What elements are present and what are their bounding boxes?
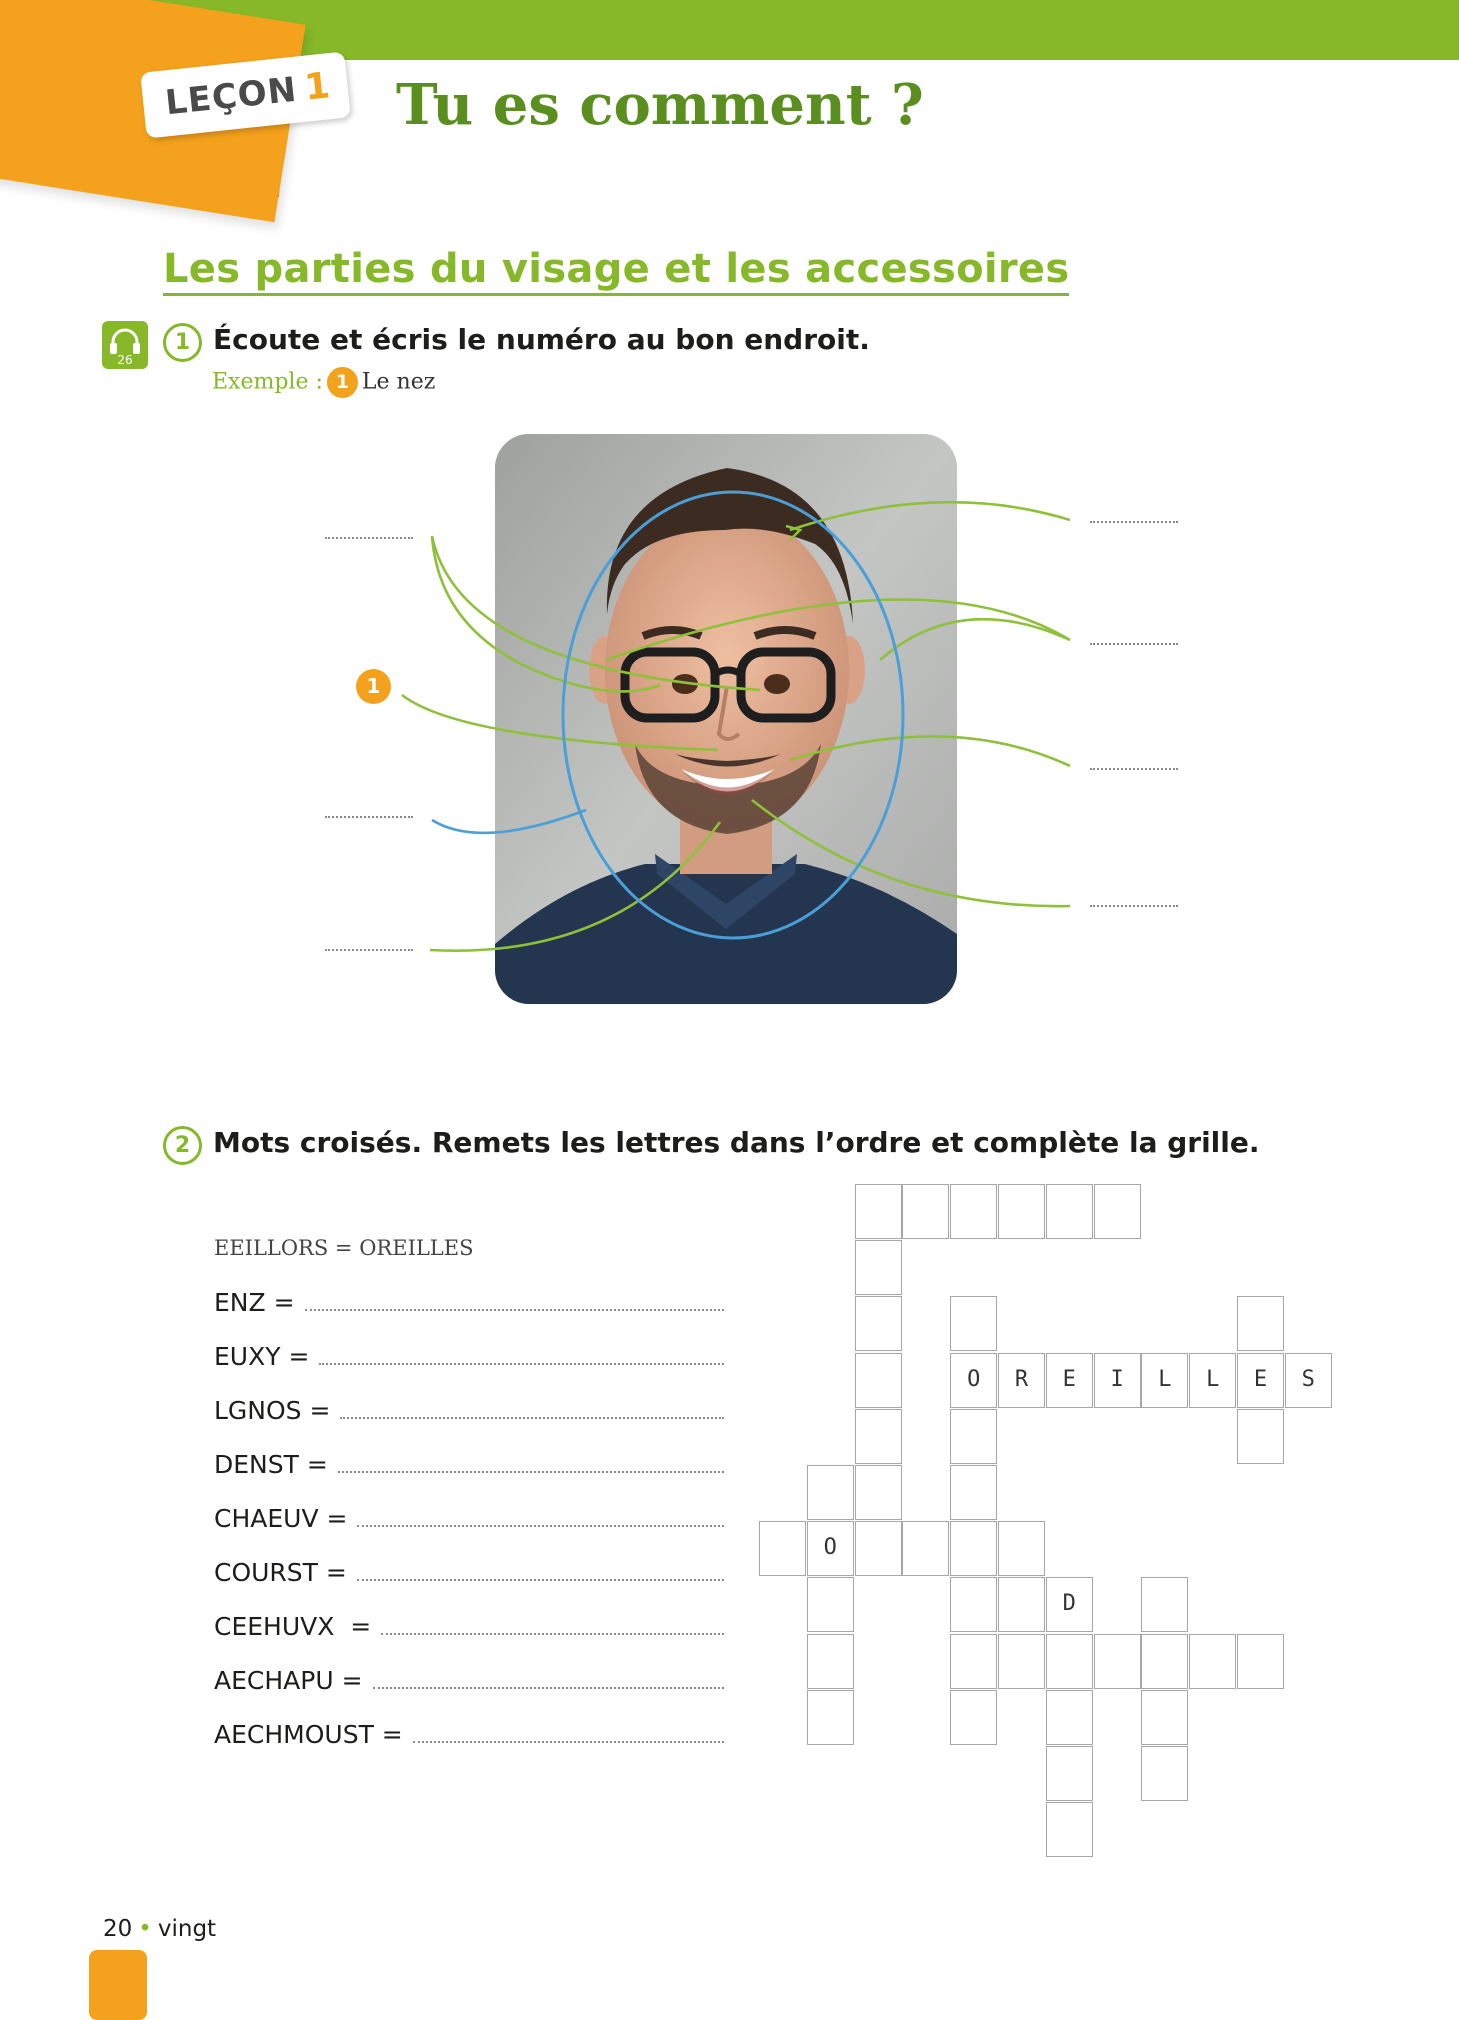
answer-blank-right-4[interactable]	[1090, 904, 1178, 907]
word-row[interactable]: CEEHUVX =	[214, 1612, 724, 1641]
crossword-cell[interactable]	[998, 1184, 1045, 1239]
answer-blank-left-3[interactable]	[325, 948, 413, 951]
crossword-cell[interactable]	[950, 1409, 997, 1464]
crossword-cell[interactable]: L	[1141, 1353, 1188, 1408]
crossword-cell[interactable]	[998, 1634, 1045, 1689]
crossword-cell[interactable]: I	[1094, 1353, 1141, 1408]
crossword-cell[interactable]	[1046, 1746, 1093, 1801]
exercise-1-number: 1	[163, 323, 202, 362]
footer-tab	[89, 1950, 147, 2020]
crossword-cell[interactable]	[950, 1521, 997, 1576]
crossword-cell[interactable]	[1237, 1409, 1284, 1464]
exercise-1-instruction: Écoute et écris le numéro au bon endroit.	[213, 323, 870, 356]
crossword-example: EEILLORS = OREILLES	[214, 1236, 474, 1260]
portrait-photo	[495, 434, 957, 1004]
crossword-cell[interactable]	[807, 1577, 854, 1632]
example-label: Exemple :	[212, 369, 323, 395]
answer-blank-right-3[interactable]	[1090, 767, 1178, 770]
audio-track-badge[interactable]	[102, 321, 148, 369]
page-title: Tu es comment ?	[396, 72, 924, 138]
crossword-cell[interactable]	[1237, 1634, 1284, 1689]
crossword-cell[interactable]	[807, 1690, 854, 1745]
crossword-cell[interactable]	[1046, 1690, 1093, 1745]
crossword-cell[interactable]	[1094, 1184, 1141, 1239]
crossword-cell[interactable]	[855, 1521, 902, 1576]
exercise-2-instruction: Mots croisés. Remets les lettres dans l’ordre et complète la grille.	[213, 1126, 1260, 1159]
word-row[interactable]: AECHMOUST =	[214, 1720, 724, 1749]
crossword-cell[interactable]	[759, 1521, 806, 1576]
crossword-cell[interactable]	[855, 1296, 902, 1351]
word-row[interactable]: CHAEUV =	[214, 1504, 724, 1533]
crossword-cell[interactable]	[1189, 1634, 1236, 1689]
word-row[interactable]: COURST =	[214, 1558, 724, 1587]
crossword-cell[interactable]	[902, 1184, 949, 1239]
example-number-badge: 1	[327, 367, 358, 398]
crossword-cell[interactable]	[950, 1296, 997, 1351]
crossword-cell[interactable]	[950, 1577, 997, 1632]
word-row[interactable]: LGNOS =	[214, 1396, 724, 1425]
crossword-cell[interactable]: O	[807, 1521, 854, 1576]
lesson-label: LEÇON 1	[163, 65, 333, 124]
crossword-cell[interactable]	[855, 1184, 902, 1239]
answer-blank-left-1[interactable]	[325, 536, 413, 539]
section-title: Les parties du visage et les accessoires	[163, 246, 1069, 296]
crossword-cell[interactable]: E	[1046, 1353, 1093, 1408]
footer-page-number: 20 • vingt	[103, 1916, 217, 1942]
crossword-cell[interactable]	[1237, 1296, 1284, 1351]
word-row[interactable]: EUXY =	[214, 1342, 724, 1371]
example-line	[212, 367, 435, 398]
answer-blank-right-1[interactable]	[1090, 520, 1178, 523]
crossword-cell[interactable]	[998, 1577, 1045, 1632]
crossword-cell[interactable]	[855, 1240, 902, 1295]
crossword-cell[interactable]	[1046, 1802, 1093, 1857]
word-row[interactable]: AECHAPU =	[214, 1666, 724, 1695]
word-row[interactable]: DENST =	[214, 1450, 724, 1479]
exercise-2-number: 2	[163, 1126, 202, 1165]
example-word: Le nez	[361, 369, 436, 395]
crossword-cell[interactable]	[807, 1634, 854, 1689]
answer-blank-left-2[interactable]	[325, 815, 413, 818]
crossword-cell[interactable]	[807, 1465, 854, 1520]
crossword-cell[interactable]	[855, 1465, 902, 1520]
crossword-cell[interactable]	[1094, 1634, 1141, 1689]
crossword-cell[interactable]	[1141, 1577, 1188, 1632]
crossword-cell[interactable]	[902, 1521, 949, 1576]
answer-blank-right-2[interactable]	[1090, 642, 1178, 645]
crossword-cell[interactable]	[1046, 1184, 1093, 1239]
crossword-cell[interactable]: S	[1285, 1353, 1332, 1408]
crossword-cell[interactable]	[1141, 1690, 1188, 1745]
crossword-cell[interactable]: O	[950, 1353, 997, 1408]
crossword-cell[interactable]	[998, 1521, 1045, 1576]
crossword-cell[interactable]	[950, 1634, 997, 1689]
crossword-cell[interactable]	[1046, 1634, 1093, 1689]
lesson-number: 1	[302, 65, 333, 109]
audio-track-number: 26	[117, 353, 133, 367]
portrait-illustration	[495, 434, 957, 1004]
crossword-cell[interactable]: R	[998, 1353, 1045, 1408]
word-row[interactable]: ENZ =	[214, 1288, 724, 1317]
crossword-cell[interactable]	[1141, 1634, 1188, 1689]
crossword-cell[interactable]	[950, 1184, 997, 1239]
crossword-cell[interactable]	[855, 1409, 902, 1464]
crossword-cell[interactable]	[950, 1465, 997, 1520]
crossword-cell[interactable]: E	[1237, 1353, 1284, 1408]
number-marker: 1	[356, 669, 391, 704]
crossword-cell[interactable]: D	[1046, 1577, 1093, 1632]
crossword-cell[interactable]: L	[1189, 1353, 1236, 1408]
crossword-cell[interactable]	[855, 1353, 902, 1408]
crossword-cell[interactable]	[950, 1690, 997, 1745]
crossword-cell[interactable]	[1141, 1746, 1188, 1801]
